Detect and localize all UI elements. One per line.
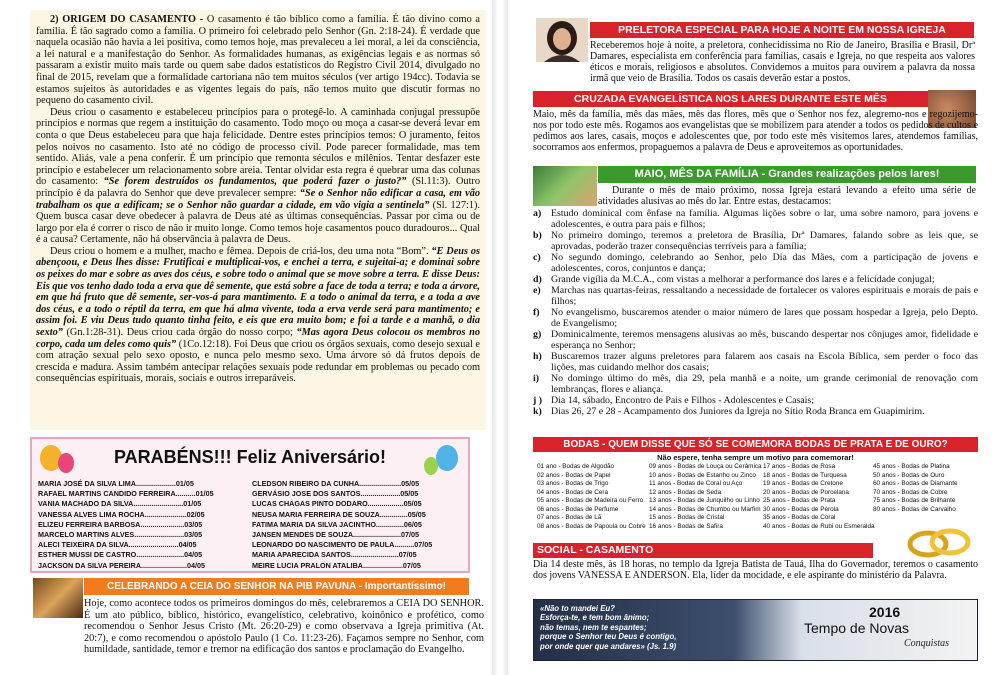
birthday-entry: MARIA JOSÉ DA SILVA LIMA....................01/05	[38, 479, 194, 488]
bodas-column-3	[763, 463, 875, 531]
activity-item	[533, 395, 978, 406]
birthday-entry: CLEDSON RIBEIRO DA CUNHA.....................05/05	[252, 479, 420, 488]
bodas-column-4	[873, 463, 978, 514]
preletora-header: PRELETORA ESPECIAL PARA HOJE A NOITE EM NOSSA IGREJA	[590, 22, 974, 38]
activity-letter: g)	[533, 329, 542, 340]
birthday-entry: VANIA MACHADO DA SILVA.........................01/05	[38, 499, 202, 509]
bodas-entry: 04 anos - Bodas de Cera	[537, 488, 609, 496]
bodas-entry: 16 anos - Bodas de Safira	[649, 522, 723, 530]
activity-text: Marchas nas quartas-feiras, ressaltando a necessidade de fortalecer os valores espirituais e morais de pais e filhos;	[551, 285, 978, 307]
bodas-entry: 50 anos - Bodas de Ouro	[873, 471, 945, 479]
activity-text: Dia 14, sábado, Encontro de Pais e Filhos - Adolescentes e Casais;	[551, 395, 815, 406]
birthday-entry: NEUSA MARIA FERREIRA DE SOUZA..............05/05	[252, 509, 426, 519]
birthday-entry: JANSEN MENDES DE SOUZA........................07/05	[252, 530, 419, 540]
bodas-entry: 07 anos - Bodas de Lã	[537, 514, 602, 521]
verse-line-4: porque o Senhor teu Deus é contigo,	[540, 632, 677, 642]
activity-letter: h)	[533, 351, 542, 362]
birthday-entry: MARIA APARECIDA SANTOS........................07/05	[252, 550, 417, 560]
bodas-subtitle: Não espere, tenha sempre um motivo para comemorar!	[657, 453, 854, 462]
bodas-header: BODAS - QUEM DISSE QUE SÓ SE COMEMORA BODAS DE PRATA E DE OURO?	[533, 437, 978, 452]
birthday-entry: MARCELO MARTINS ALVES.........................03/05	[38, 530, 203, 540]
activity-letter: a)	[533, 208, 542, 219]
activity-text: No domingo último do mês, dia 29, pela manhã e a noite, um grande cerimonial de renovação com lembranças, flores e aliança.	[551, 373, 978, 395]
bodas-column-2	[649, 463, 761, 531]
cruzada-text: Maio, mês da família, mês das mães, mês das flores, mês que o Senhor nos fez, alegremo-nos e regozijemo-nos por todo este mês. Rogamos aos evangelistas que se mobilizem para atender a todos os pedidos de cultos e pedimos aos lares, casais, moços e adolescentes que, por todo este mês visitemos lares, atendemos famílias, socorramos aos enfermos, propaguemos a palavra de Deus e aproveitemos as oportunidades.	[533, 109, 978, 154]
origem-quote-sl11: “Se forem destruídos os fundamentos, que poderá fazer o justo?”	[103, 176, 407, 188]
right-page	[508, 0, 1000, 675]
bodas-entry: 06 anos - Bodas de Perfume	[537, 505, 619, 513]
maio-header: MAIO, MÊS DA FAMÍLIA - Grandes realizações pelos lares!	[598, 166, 976, 183]
origem-quote-1co12: “Mas agora Deus colocou os membros no corpo, cada um deles como quis”	[36, 327, 480, 350]
bodas-entry: 01 ano - Bodas de Algodão	[537, 463, 615, 470]
birthday-entry: LEONARDO DO NASCIMENTO DE PAULA..........07/05	[252, 540, 433, 550]
verse-line-3: não temas, nem te espantes;	[540, 622, 647, 632]
activity-text: No evangelismo, buscaremos atender o maior número de lares que possam hospedar a Igreja, pelo Depto. de Evangelismo;	[551, 307, 978, 329]
bodas-entry: 08 anos - Bodas de Papoula ou Cobre	[537, 522, 646, 530]
verse-theme-2: Conquistas	[904, 638, 950, 649]
activity-item	[533, 274, 978, 285]
birthday-entry: LUCAS CHAGAS PINTO DODARO..................05/05	[252, 499, 422, 509]
page-gutter	[492, 0, 508, 675]
bodas-entry: 18 anos - Bodas de Turquesa	[763, 471, 847, 479]
verse-quote	[540, 604, 740, 651]
birthday-entry: ELIZEU FERREIRA BARBOSA......................03/05	[38, 519, 203, 529]
bodas-entry: 12 anos - Bodas de Seda	[649, 488, 722, 496]
activity-letter: c)	[533, 252, 541, 263]
activity-letter: b)	[533, 230, 542, 241]
bodas-entry: 09 anos - Bodas de Louça ou Cerâmica	[649, 463, 762, 470]
maio-activity-list	[533, 208, 978, 430]
bodas-entry: 19 anos - Bodas de Cretone	[763, 480, 843, 487]
activity-text: Buscaremos trazer alguns preletores para falarem aos casais na Escola Bíblica, sem perder o foco das lições, mas cuidando melhor dos casais;	[551, 351, 978, 373]
bodas-entry: 10 anos - Bodas de Estanho ou Zinco	[649, 471, 756, 479]
verse-banner	[533, 599, 978, 661]
birthday-entry: RAFAEL MARTINS CANDIDO FERREIRA..........01/05	[38, 489, 214, 499]
ceia-text: Hoje, como acontece todos os primeiros domingos do mês, celebraremos a CEIA DO SENHOR. É um ato público, bíblico, histórico, evangelístico, celebrativo, koinônico e profético, como recomendou o Senhor Jesus Cristo (Mt. 26:20-29) e como observava a Igreja primitiva (At. 20:7), e como recomendou o apóstolo Paulo (1 Co. 11:23-26). Façamos sempre no Senhor, com humildade, santidade, temor e tremor na edificação dos santos e proclamação do Evangelho.	[84, 598, 484, 656]
origem-article	[30, 10, 486, 430]
activity-item	[533, 285, 978, 307]
activity-letter: i)	[533, 373, 540, 384]
origem-p2-mid: (Sl.11:3). Outro princípio é da palavra do Senhor que deve prevalecer sempre:	[36, 176, 481, 199]
bodas-entry: 80 anos - Bodas de Carvalho	[873, 505, 956, 513]
activity-text: Estudo dominical com ênfase na família. Algumas lições sobre o lar, uma sobre namoro, para jovens e adolescentes, e outra para pais e filhos;	[551, 208, 978, 230]
origem-paragraph-1	[36, 14, 480, 107]
activity-letter: e)	[533, 285, 541, 296]
bodas-entry: 70 anos - Bodas de Cobre	[873, 488, 948, 496]
birthday-entry: GERVÁSIO JOSE DOS SANTOS....................05/05	[252, 489, 419, 499]
origem-quote-sl127: “Se o Senhor não edificar a casa, em vão trabalham os que a edificam; se o Senhor não guardar a cidade, em vão vigia a sentinela”	[36, 187, 480, 211]
wedding-rings-image	[898, 522, 980, 560]
bodas-entry: 20 anos - Bodas de Porcelana	[763, 488, 849, 496]
bodas-entry: 05 anos - Bodas de Madeira ou Ferro	[537, 497, 644, 504]
origem-quote-gn1: “E Deus os abençoou, e Deus lhes disse: Frutificai e multiplicai-vos, e enchei a terra, e sujeitai-a; e dominai sobre os peixes do mar e sobre as aves dos céus, e sobre todo o animal que se move sobre a terra. E disse Deus: Eis que vos tenho dado toda a erva que dê semente, que está sobre a face de toda a terra; e toda a árvore, em que há fruto que dê semente, ser-vos-á para mantimento. E a todo o animal da terra, e a toda a ave dos céus, e a todo o réptil da terra, em que há alma vivente, toda a erva verde será para mantimento; e assim foi. E viu Deus tudo quanto tinha feito, e eis que era muito bom; e foi a tarde e a manhã, o dia sexto”	[36, 245, 480, 339]
activity-item	[533, 230, 978, 252]
bodas-entry: 11 anos - Bodas de Coral ou Aço	[649, 480, 743, 487]
birthday-box	[30, 437, 470, 573]
verse-year: 2016	[869, 604, 901, 620]
activity-item	[533, 373, 978, 395]
bodas-column-1	[537, 463, 649, 531]
birthday-entry: VANESSA ALVES LIMA ROCHA.....................02/05	[38, 509, 205, 519]
bodas-entry: 60 anos - Bodas de Diamante	[873, 480, 958, 487]
activity-text: No primeiro domingo, teremos a preletora de Brasília, Drª Damares, falando sobre as leis que, se aprovadas, poderão trazer consequências terríveis para a família;	[551, 230, 978, 252]
origem-paragraph-2	[36, 107, 480, 246]
birthday-list-2	[252, 479, 442, 571]
activity-item	[533, 307, 978, 329]
family-photo	[533, 166, 597, 206]
activity-letter: j )	[533, 395, 543, 406]
verse-theme-1: Tempo de Novas	[804, 620, 910, 636]
social-header: SOCIAL - CASAMENTO	[533, 543, 873, 558]
cruzada-header: CRUZADA EVANGELÍSTICA NOS LARES DURANTE ESTE MÊS	[533, 91, 928, 107]
origem-paragraph-3	[36, 246, 480, 385]
activity-text: Dominicalmente, teremos mensagens alusivas ao mês, buscando despertar nos cônjuges amor, fidelidade e esperança no Senhor;	[551, 329, 978, 351]
verse-line-1: «Não to mandei Eu?	[540, 604, 615, 613]
bodas-entry: 14 anos - Bodas de Chumbo ou Marfim	[649, 505, 761, 513]
bodas-entry: 13 anos - Bodas de Junquilho ou Linho	[649, 497, 760, 504]
origem-heading: 2) ORIGEM DO CASAMENTO -	[50, 14, 207, 25]
maio-intro: Durante o mês de maio próximo, nossa Igreja estará levando a efeito uma série de atividades alusivas ao mês do lar. Entre estas, destacamos:	[598, 185, 976, 208]
preletora-photo	[536, 18, 588, 62]
origem-p3-mid: (Gn.1:28-31). Deus criou cada órgão do nosso corpo;	[62, 327, 297, 339]
bodas-entry: 45 anos - Bodas de Platina	[873, 463, 950, 470]
bodas-entry: 30 anos - Bodas de Pérola	[763, 505, 839, 513]
bodas-entry: 75 anos - Bodas de Brilhante	[873, 497, 956, 504]
activity-item	[533, 351, 978, 373]
bodas-entry: 03 anos - Bodas de Trigo	[537, 480, 609, 487]
left-page	[0, 0, 492, 675]
bodas-entry: 17 anos - Bodas de Rosa	[763, 463, 836, 470]
activity-letter: d)	[533, 274, 542, 285]
activity-item	[533, 329, 978, 351]
bodas-entry: 02 anos - Bodas de Papel	[537, 471, 611, 479]
activity-letter: f)	[533, 307, 540, 318]
activity-item	[533, 252, 978, 274]
birthday-entry: JACKSON DA SILVA PEREIRA.......................04/05	[38, 560, 205, 570]
ceia-image	[33, 578, 83, 618]
birthday-entry: ALECI TEIXEIRA DA SILVA.........................04/05	[38, 540, 197, 550]
origem-p1-text: O casamento é tão bíblico como a família. É tão divino como a família. É tão sagrado como a família. O primeiro foi celebrado pelo Senhor (Gn. 2:18-24). É verdade que naquela ocasião não havia a lei positiva, como temos hoje, mas prevaleceu a lei moral, a lei da consciência, a lei natural e a manifestação do Senhor. As formalidades humanas, as exigências legais e as normas só passaram a existir muito mais tarde ou quem sabe dados estatísticos do Registro Civil 2014, divulgado no final de 2015, revelam que a formalidade cartoriana não tem muitos séculos (ver artigo 194cc). Todavia se estamos sujeitos às autoridades e as vigentes legais do país, não temos muito que discutir formas no pequeno do casamento civil.	[36, 14, 481, 107]
rings-icon	[898, 522, 980, 560]
birthday-title: PARABÉNS!!! Feliz Aniversário!	[113, 447, 387, 467]
origem-p2-text: Deus criou o casamento e estabeleceu princípios para o protegê-lo. A caminhada conjugal pressupõe princípios e normas que regem a instituição do casamento. Todo moço ou moça a casar-se deverá levar em conta o que Deus estabeleceu para que haja felicidade. Dentre estes princípios temos: O juramento, feitos pelos noivos no casamento. Isto até no código de processo civil. Pode parecer formalidade, mas tem sentido. Aliás, vale a pena conferir. É um princípio que remonta séculos e milênios. Tentar desfazer este princípio e estabelecer um relacionamento sobre areia. Tentar olvidar esta regra é quebrar uma das colunas do casamento:	[36, 106, 480, 188]
origem-p2-end: (Sl. 127:1). Quem busca casar deve obedecer à palavra de Deus até as últimas consequências. Passar por cima ou de largo por ela é correr o risco de não ir muito longe. Como temos hoje casamentos pouco duradouros... Qual é a causa? Certamente, não há observância à palavra de Deus.	[36, 199, 480, 246]
birthday-entry: FATIMA MARIA DA SILVA JACINTHO..............06/05	[252, 519, 422, 529]
activity-item	[533, 406, 978, 417]
activity-text: Dias 26, 27 e 28 - Acampamento dos Juniores da Igreja no Sítio Roda Branca em Guapimirim.	[551, 406, 925, 417]
woman-portrait-icon	[536, 18, 588, 62]
social-text: Dia 14 deste mês, às 18 horas, no templo da Igreja Batista de Tauá, Ilha do Governador, teremos o casamento dos jovens VANESSA E ANDERSON. Ela, líder da mocidade, e ele aspirante do ministério da Palavra.	[533, 559, 978, 582]
ceia-header: CELEBRANDO A CEIA DO SENHOR NA PIB PAVUNA - Importantíssimo!	[84, 578, 469, 595]
birthday-list-1	[38, 479, 228, 571]
preletora-text: Receberemos hoje à noite, a preletora, conhecidíssima no Rio de Janeiro, Brasília e Brasil, Drª Damares, especialista em conferência para famílias, casais e Igreja, no que respeita aos valores éticos e morais, religiosos e absolutos. Convidemos a muitos para ouvirem a palavra da nossa irmã que veio de Brasília. Todos os casais deverão estar a postos.	[590, 40, 975, 85]
bodas-entry: 35 anos - Bodas de Coral	[763, 514, 836, 521]
verse-line-5: por onde quer que andares» (Js. 1.9)	[540, 641, 677, 651]
bodas-entry: 40 anos - Bodas de Rubi ou Esmeralda	[763, 522, 875, 530]
activity-text: No segundo domingo, celebrando ao Senhor, pelo Dia das Mães, com a participação de jovens e adolescentes, coros, conjuntos e dança;	[551, 252, 978, 274]
birthday-entry: ESTHER MUSSI DE CASTRO........................04/05	[38, 550, 203, 560]
birthday-entry: MEIRE LUCIA PRALON ATALIBA....................07/05	[252, 560, 421, 570]
activity-item	[533, 208, 978, 230]
origem-p3-start: Deus criou o homem e a mulher, macho e fêmea. Depois de criá-los, deu uma nota “Bom”.	[50, 245, 432, 257]
activity-letter: k)	[533, 406, 542, 417]
bodas-entry: 15 anos - Bodas de Cristal	[649, 514, 725, 521]
verse-line-2: Esforça-te, e tem bom ânimo;	[540, 613, 650, 623]
bodas-entry: 25 anos - Bodas de Prata	[763, 497, 836, 504]
origem-p3-end: (1Co.12:18). Foi Deus que criou os órgãos sexuais, como desejo sexual e com atração sexual pelo sexo oposto, e nunca pelo mesmo sexo. Uma árvore só dá frutos depois de crescida e madura. Assim também antecipar relações sexuais pode redundar em problemas ou pecado com consequências espirituais, morais, sociais e outros irreparáveis.	[36, 338, 480, 385]
activity-text: Grande vigília da M.C.A., com vistas a melhorar a performance dos lares e a felicidade conjugal;	[551, 274, 935, 285]
